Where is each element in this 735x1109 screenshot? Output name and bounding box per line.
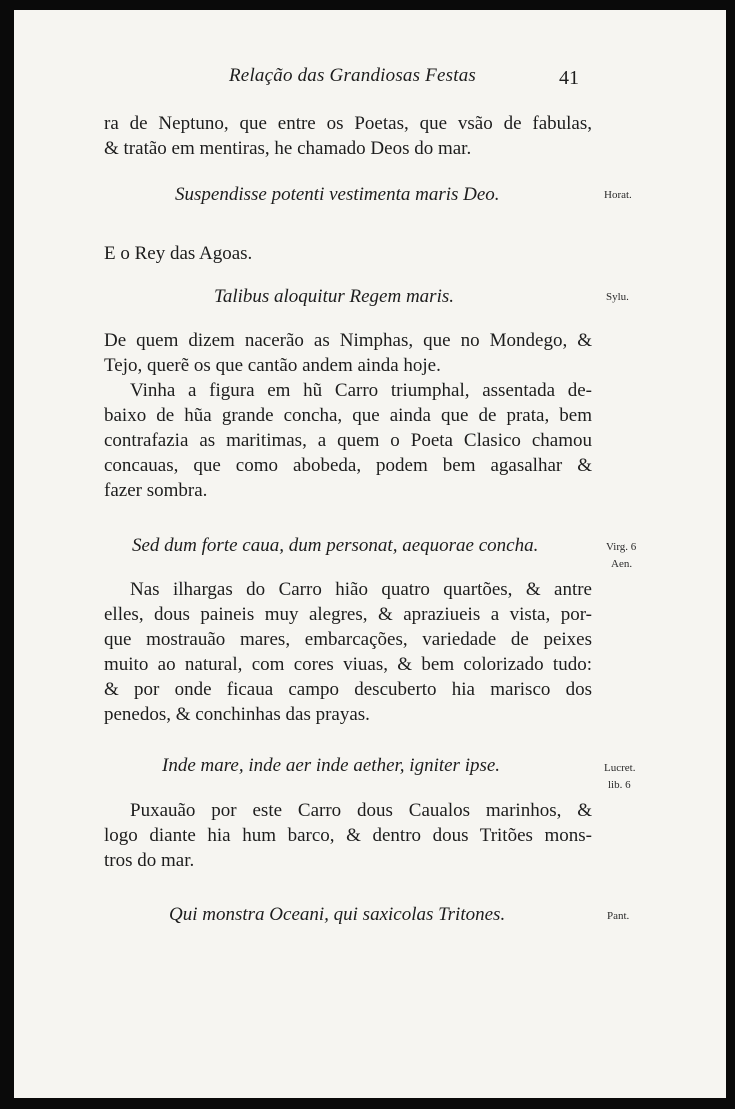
latin-quotation: Suspendisse potenti vestimenta maris Deo. — [175, 184, 500, 205]
latin-quotation: Talibus aloquitur Regem maris. — [214, 286, 454, 307]
text-line: baixo de hũa grande concha, que ainda que de prata, bem — [104, 405, 592, 426]
page-number: 41 — [559, 67, 579, 89]
text-line: que mostrauão mares, embarcações, variedade de peixes — [104, 629, 592, 650]
text-line: De quem dizem nacerão as Nimphas, que no Mondego, & — [104, 330, 592, 351]
text-line: Puxauão por este Carro dous Caualos marinhos, & — [130, 800, 592, 821]
text-line: E o Rey das Agoas. — [104, 243, 253, 264]
margin-citation: Aen. — [611, 558, 633, 570]
margin-citation: Pant. — [607, 910, 630, 922]
paragraph-2 — [104, 241, 592, 266]
text-line: & tratão em mentiras, he chamado Deos do mar. — [104, 138, 472, 159]
text-line: contrafazia as maritimas, a quem o Poeta Clasico chamou — [104, 430, 592, 451]
text-line: ra de Neptuno, que entre os Poetas, que vsão de fabulas, — [104, 113, 592, 134]
text-line: logo diante hia hum barco, & dentro dous Tritões mons- — [104, 825, 592, 846]
paragraph-3 — [104, 328, 592, 378]
latin-quotation: Qui monstra Oceani, qui saxicolas Tritones. — [169, 904, 506, 925]
margin-citation: Sylu. — [606, 291, 629, 303]
paragraph-4 — [104, 378, 592, 503]
text-line: Nas ilhargas do Carro hião quatro quartões, & antre — [130, 579, 592, 600]
text-line: tros do mar. — [104, 850, 195, 871]
text-line: penedos, & conchinhas das prayas. — [104, 704, 370, 725]
latin-quotation: Inde mare, inde aer inde aether, igniter ipse. — [162, 755, 501, 776]
margin-citation: lib. 6 — [608, 779, 631, 791]
paragraph-6 — [104, 798, 592, 873]
paragraph-1 — [104, 111, 592, 161]
running-title: Relação das Grandiosas Festas — [229, 65, 476, 86]
margin-citation: Lucret. — [604, 762, 636, 774]
text-line: muito ao natural, com cores viuas, & bem colorizado tudo: — [104, 654, 592, 675]
text-line: concauas, que como abobeda, podem bem agasalhar & — [104, 455, 592, 476]
latin-quotation: Sed dum forte caua, dum personat, aequorae concha. — [132, 535, 539, 556]
margin-citation: Horat. — [604, 189, 632, 201]
margin-citation: Virg. 6 — [606, 541, 637, 553]
text-line: Vinha a figura em hũ Carro triumphal, assentada de- — [130, 380, 592, 401]
book-page — [14, 10, 726, 1098]
text-line: Tejo, querẽ os que cantão andem ainda hoje. — [104, 355, 441, 376]
text-line: & por onde ficaua campo descuberto hia marisco dos — [104, 679, 592, 700]
text-line: elles, dous paineis muy alegres, & apraziueis a vista, por- — [104, 604, 592, 625]
paragraph-5 — [104, 577, 592, 727]
text-line: fazer sombra. — [104, 480, 208, 501]
